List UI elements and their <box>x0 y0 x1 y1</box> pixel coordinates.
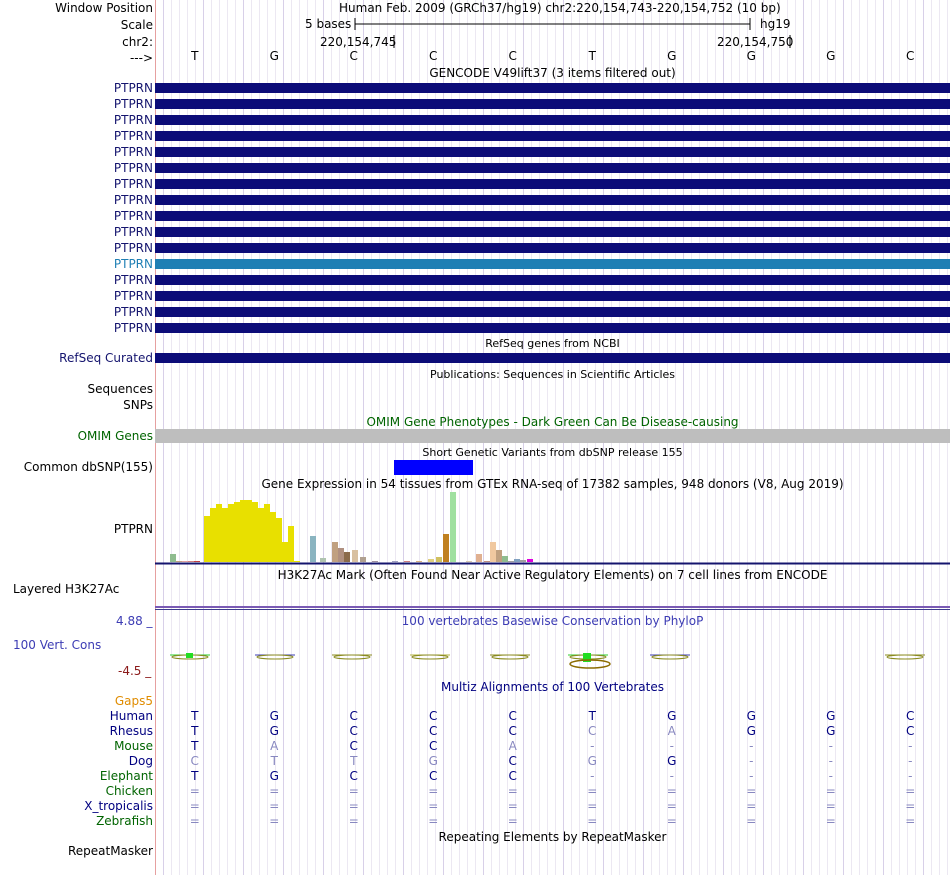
ruler-base: C <box>349 49 358 63</box>
phylop-min: -4.5 _ <box>118 664 152 678</box>
dbsnp-label[interactable]: Common dbSNP(155) <box>23 460 153 474</box>
multiz-base: G <box>826 709 836 723</box>
multiz-species-label[interactable]: Human <box>109 709 153 723</box>
ruler-base: G <box>667 49 677 63</box>
phylop-title[interactable]: 100 vertebrates Basewise Conservation by PhyloP <box>401 614 704 628</box>
multiz-base: = <box>428 814 439 828</box>
position-right: 220,154,750 <box>717 35 794 49</box>
repeatmasker-title[interactable]: Repeating Elements by RepeatMasker <box>438 830 667 844</box>
multiz-base: = <box>507 814 518 828</box>
multiz-base: = <box>905 799 916 813</box>
multiz-base: = <box>348 799 359 813</box>
multiz-base: = <box>428 784 439 798</box>
multiz-base: A <box>270 739 279 753</box>
multiz-base: G <box>269 709 279 723</box>
publications-title[interactable]: Publications: Sequences in Scientific Articles <box>430 368 675 381</box>
multiz-base: - <box>749 754 754 768</box>
gencode-gene-label[interactable]: PTPRN <box>113 209 153 223</box>
multiz-base: G <box>826 724 836 738</box>
multiz-base: G <box>746 724 756 738</box>
multiz-species-label[interactable]: Mouse <box>114 739 153 753</box>
omim-label[interactable]: OMIM Genes <box>77 429 153 443</box>
gencode-gene-label[interactable]: PTPRN <box>113 305 153 319</box>
multiz-base: = <box>746 799 757 813</box>
multiz-base: C <box>588 724 597 738</box>
multiz-base: C <box>429 739 438 753</box>
multiz-base: = <box>348 784 359 798</box>
position-left: 220,154,745 <box>320 35 397 49</box>
ruler-base: G <box>826 49 836 63</box>
gencode-gene-label[interactable]: PTPRN <box>113 177 153 191</box>
phylop-arc <box>887 655 923 659</box>
multiz-species-label[interactable]: X_tropicalis <box>84 799 153 813</box>
dbsnp-title[interactable]: Short Genetic Variants from dbSNP release 155 <box>422 446 683 459</box>
scale-label: Scale <box>120 18 153 32</box>
multiz-base: G <box>587 754 597 768</box>
multiz-base: C <box>906 709 915 723</box>
multiz-base: = <box>905 814 916 828</box>
multiz-base: C <box>349 739 358 753</box>
multiz-base: - <box>669 769 674 783</box>
gencode-gene-label[interactable]: PTPRN <box>113 225 153 239</box>
publications-label-2[interactable]: SNPs <box>123 398 153 412</box>
multiz-base: C <box>190 754 199 768</box>
phylop-arc <box>492 655 528 659</box>
multiz-base: - <box>908 739 913 753</box>
multiz-base: = <box>269 784 280 798</box>
multiz-base: G <box>269 769 279 783</box>
multiz-base: A <box>667 724 676 738</box>
multiz-species-label[interactable]: Dog <box>128 754 153 768</box>
omim-title[interactable]: OMIM Gene Phenotypes - Dark Green Can Be Disease-causing <box>366 415 739 429</box>
publications-label-1[interactable]: Sequences <box>87 382 153 396</box>
multiz-base: T <box>191 739 199 753</box>
gencode-gene-label[interactable]: PTPRN <box>113 81 153 95</box>
multiz-base: = <box>348 814 359 828</box>
multiz-base: = <box>428 799 439 813</box>
chrom-label: chr2: <box>122 35 153 49</box>
multiz-base: G <box>667 709 677 723</box>
multiz-base: = <box>666 784 677 798</box>
multiz-base: - <box>828 769 833 783</box>
gencode-gene-label[interactable]: PTPRN <box>113 113 153 127</box>
multiz-base: = <box>507 784 518 798</box>
multiz-base: C <box>429 709 438 723</box>
strand-label: ---> <box>129 51 153 65</box>
repeatmasker-label[interactable]: RepeatMasker <box>67 844 153 858</box>
assembly-label: hg19 <box>760 17 791 31</box>
multiz-base: = <box>587 814 598 828</box>
multiz-base: = <box>666 799 677 813</box>
ruler-base: T <box>191 49 199 63</box>
multiz-base: = <box>825 799 836 813</box>
ruler-base: C <box>508 49 517 63</box>
gencode-gene-label[interactable]: PTPRN <box>113 97 153 111</box>
gencode-gene-label[interactable]: PTPRN <box>113 145 153 159</box>
phylop-arc <box>412 655 448 659</box>
multiz-species-label[interactable]: Zebrafish <box>96 814 153 828</box>
multiz-base: T <box>191 709 199 723</box>
multiz-species-label[interactable]: Chicken <box>105 784 153 798</box>
multiz-base: - <box>908 754 913 768</box>
multiz-species-label[interactable]: Rhesus <box>109 724 153 738</box>
multiz-base: = <box>825 814 836 828</box>
gencode-gene-label[interactable]: PTPRN <box>113 193 153 207</box>
multiz-base: C <box>349 709 358 723</box>
multiz-base: = <box>746 784 757 798</box>
gaps-label[interactable]: Gaps5 <box>114 694 153 708</box>
gencode-gene-label[interactable]: PTPRN <box>113 273 153 287</box>
ruler-base: G <box>269 49 279 63</box>
gencode-gene-label[interactable]: PTPRN <box>113 241 153 255</box>
multiz-base: = <box>269 814 280 828</box>
multiz-base: = <box>587 799 598 813</box>
multiz-species-label[interactable]: Elephant <box>99 769 153 783</box>
gencode-gene-label[interactable]: PTPRN <box>113 129 153 143</box>
multiz-base: T <box>191 724 199 738</box>
multiz-base: - <box>908 769 913 783</box>
refseq-title[interactable]: RefSeq genes from NCBI <box>485 337 620 350</box>
h3k27ac-title[interactable]: H3K27Ac Mark (Often Found Near Active Regulatory Elements) on 7 cell lines from ENCODE <box>277 568 828 582</box>
refseq-label[interactable]: RefSeq Curated <box>59 351 153 365</box>
multiz-base: = <box>825 784 836 798</box>
multiz-base: - <box>669 739 674 753</box>
window-position-text: Human Feb. 2009 (GRCh37/hg19) chr2:220,154,743-220,154,752 (10 bp) <box>339 1 781 15</box>
multiz-base: C <box>508 754 517 768</box>
gencode-gene-label[interactable]: PTPRN <box>113 289 153 303</box>
phylop-arc <box>652 655 688 659</box>
multiz-base: C <box>429 769 438 783</box>
gencode-gene-label[interactable]: PTPRN <box>113 321 153 335</box>
multiz-base: = <box>666 814 677 828</box>
multiz-base: = <box>189 799 200 813</box>
multiz-base: G <box>746 709 756 723</box>
multiz-base: - <box>749 739 754 753</box>
multiz-base: = <box>587 784 598 798</box>
phylop-label[interactable]: 100 Vert. Cons <box>13 638 102 652</box>
multiz-base: = <box>269 799 280 813</box>
multiz-base: C <box>349 724 358 738</box>
multiz-base: T <box>588 709 596 723</box>
multiz-base: = <box>189 814 200 828</box>
ruler-base: G <box>746 49 756 63</box>
phylop-arc <box>334 655 370 659</box>
scale-text: 5 bases <box>305 17 352 31</box>
multiz-base: C <box>349 769 358 783</box>
multiz-base: C <box>906 724 915 738</box>
multiz-base: C <box>508 724 517 738</box>
gencode-title[interactable]: GENCODE V49lift37 (3 items filtered out) <box>429 66 676 80</box>
multiz-title[interactable]: Multiz Alignments of 100 Vertebrates <box>440 680 665 694</box>
multiz-base: G <box>667 754 677 768</box>
multiz-base: G <box>269 724 279 738</box>
gencode-gene-label[interactable]: PTPRN <box>113 161 153 175</box>
multiz-base: C <box>508 769 517 783</box>
phylop-max: 4.88 _ <box>116 614 153 628</box>
multiz-base: = <box>905 784 916 798</box>
multiz-base: C <box>508 709 517 723</box>
gencode-gene-label[interactable]: PTPRN <box>113 257 153 271</box>
multiz-base: - <box>590 769 595 783</box>
multiz-base: A <box>508 739 517 753</box>
multiz-base: = <box>507 799 518 813</box>
multiz-base: - <box>749 769 754 783</box>
multiz-base: - <box>828 754 833 768</box>
gtex-title[interactable]: Gene Expression in 54 tissues from GTEx RNA-seq of 17382 samples, 948 donors (V8, Aug 2019) <box>261 477 844 491</box>
h3k27ac-label[interactable]: Layered H3K27Ac <box>13 582 120 596</box>
multiz-base: G <box>428 754 438 768</box>
ruler-base: T <box>588 49 596 63</box>
multiz-base: T <box>270 754 278 768</box>
ruler-base: C <box>429 49 438 63</box>
multiz-base: T <box>350 754 358 768</box>
multiz-base: - <box>828 739 833 753</box>
multiz-base: = <box>746 814 757 828</box>
multiz-base: C <box>429 724 438 738</box>
window-position-label: Window Position <box>55 1 153 15</box>
multiz-base: - <box>590 739 595 753</box>
gtex-label[interactable]: PTPRN <box>113 522 153 536</box>
ruler-base: C <box>906 49 915 63</box>
multiz-base: = <box>189 784 200 798</box>
phylop-arc <box>257 655 293 659</box>
multiz-base: T <box>191 769 199 783</box>
phylop-score-block <box>186 653 193 658</box>
